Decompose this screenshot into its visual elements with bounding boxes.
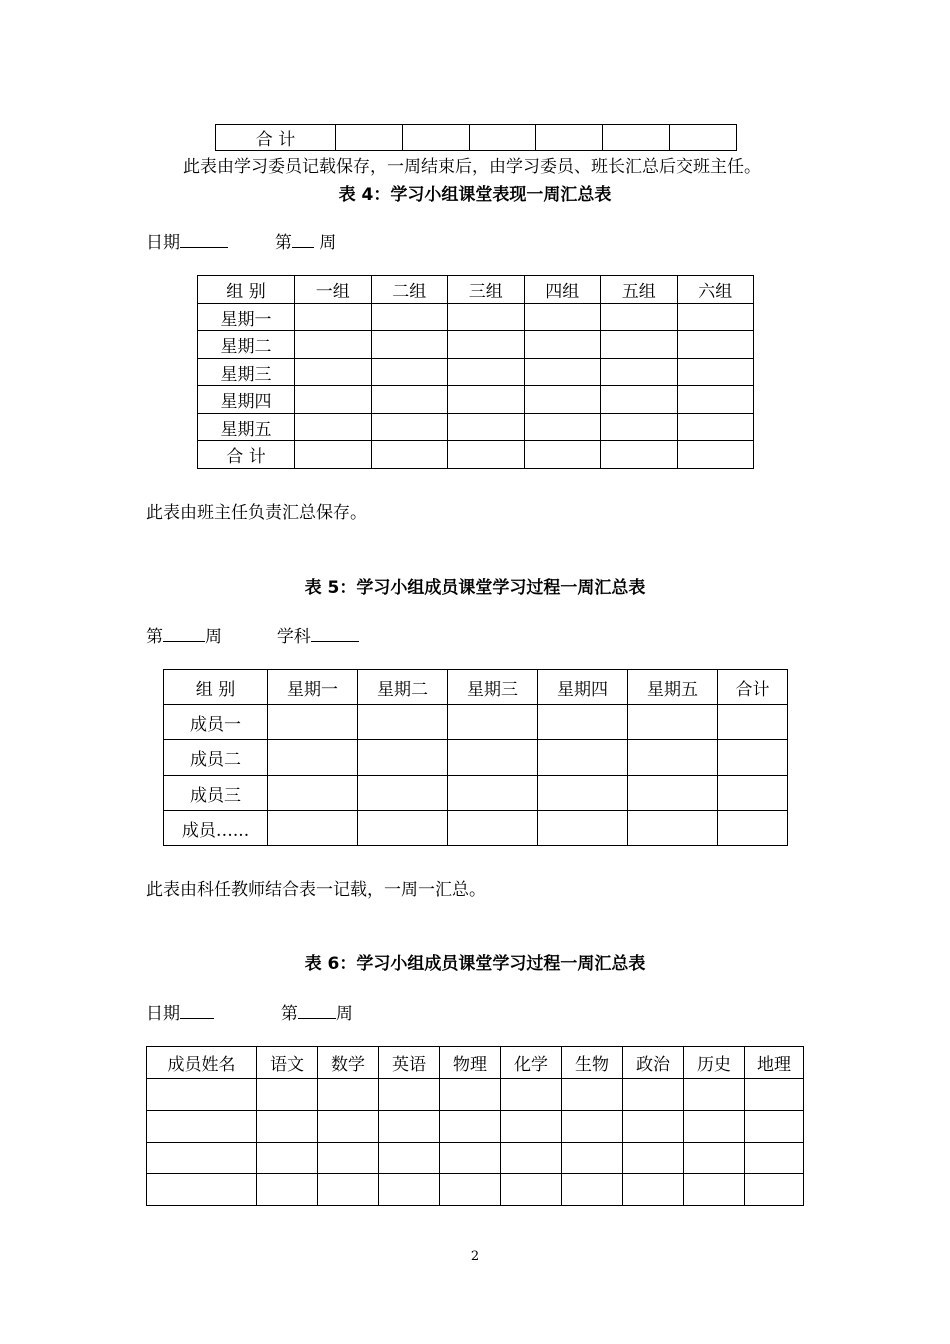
table4-row-label: 星期二 <box>198 331 295 359</box>
table5-header-cell: 星期二 <box>358 670 448 705</box>
table5 <box>163 669 788 846</box>
table4-row-label: 合 计 <box>198 441 295 469</box>
table4-header-cell: 组 别 <box>198 276 295 304</box>
table5-header-cell: 组 别 <box>164 670 268 705</box>
table5-title: 表 5：学习小组成员课堂学习过程一周汇总表 <box>304 578 646 598</box>
table6-header-cell: 成员姓名 <box>147 1047 257 1079</box>
table6-empty-row <box>147 1143 804 1174</box>
table5-row-label: 成员一 <box>164 705 268 740</box>
table4-header-cell: 三组 <box>448 276 525 304</box>
table4-row-label: 星期四 <box>198 386 295 414</box>
table6-header-cell: 物理 <box>440 1047 501 1079</box>
table6-header-cell: 地理 <box>745 1047 804 1079</box>
table5-week-subject: 第 周 学科 <box>146 622 359 647</box>
table5-header-cell: 星期三 <box>448 670 538 705</box>
table5-header-cell: 星期四 <box>538 670 628 705</box>
table5-header-cell: 合计 <box>718 670 788 705</box>
table4 <box>197 275 754 469</box>
table3-note: 此表由学习委员记载保存，一周结束后，由学习委员、班长汇总后交班主任。 <box>183 157 761 177</box>
table4-header-cell: 四组 <box>524 276 601 304</box>
table4-header-cell: 五组 <box>601 276 678 304</box>
table5-row-label: 成员…... <box>164 811 268 846</box>
table6-header-cell: 化学 <box>501 1047 562 1079</box>
table6-header-cell: 英语 <box>379 1047 440 1079</box>
table4-date-week: 日期 第 周 <box>146 233 337 253</box>
table5-header-cell: 星期一 <box>268 670 358 705</box>
table5-note: 此表由科任教师结合表一记载，一周一汇总。 <box>146 880 486 900</box>
table4-row-label: 星期五 <box>198 414 295 441</box>
table6-header-cell: 数学 <box>318 1047 379 1079</box>
table4-note: 此表由班主任负责汇总保存。 <box>146 503 367 523</box>
table6-title: 表 6：学习小组成员课堂学习过程一周汇总表 <box>304 954 646 974</box>
table5-header-cell: 星期五 <box>628 670 718 705</box>
table5-row-label: 成员三 <box>164 776 268 811</box>
table4-header-cell: 一组 <box>295 276 372 304</box>
table5-row-label: 成员二 <box>164 740 268 776</box>
table6 <box>146 1046 804 1206</box>
table4-row-label: 星期一 <box>198 304 295 331</box>
table3-total-row <box>215 124 737 151</box>
table4-row-label: 星期三 <box>198 359 295 386</box>
table6-header-cell: 生物 <box>562 1047 623 1079</box>
table6-empty-row <box>147 1174 804 1206</box>
table4-header-cell: 二组 <box>371 276 448 304</box>
table6-header-cell: 政治 <box>623 1047 684 1079</box>
table4-title: 表 4：学习小组课堂表现一周汇总表 <box>338 185 612 205</box>
table6-header-cell: 语文 <box>257 1047 318 1079</box>
table6-date-week: 日期 第 周 <box>146 1004 353 1024</box>
page-number: 2 <box>470 1249 480 1264</box>
total-label: 合 计 <box>216 125 336 151</box>
table6-empty-row <box>147 1079 804 1111</box>
table6-header-cell: 历史 <box>684 1047 745 1079</box>
table6-empty-row <box>147 1111 804 1143</box>
table4-header-cell: 六组 <box>677 276 754 304</box>
